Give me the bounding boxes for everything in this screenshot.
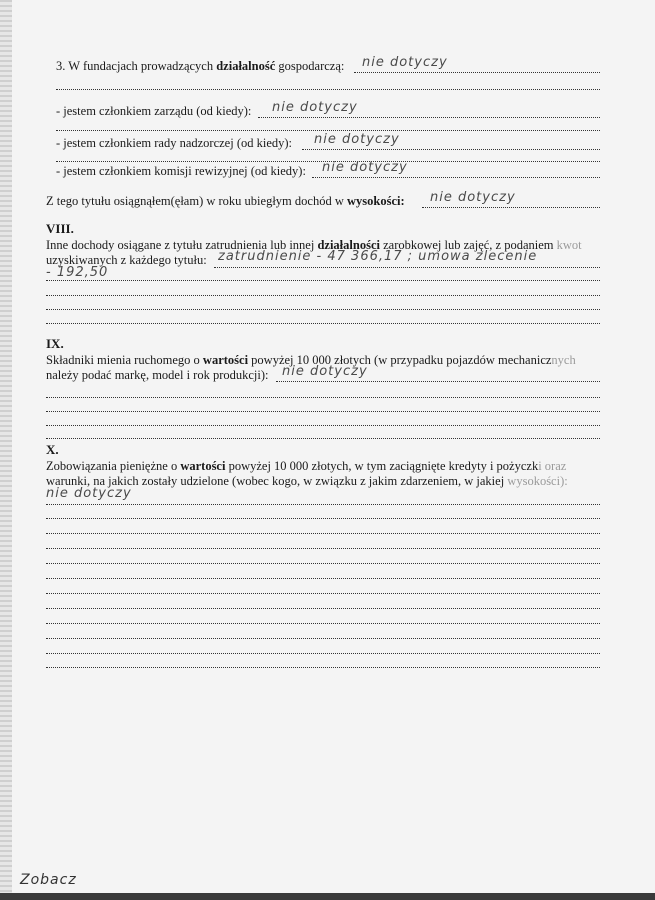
handwritten-answer: - 192,50 (46, 265, 109, 280)
section8-line1: Inne dochody osiągane z tytułu zatrudnienia lub innej działalności zarobkowej lub zajęć, z podaniem kwot (46, 238, 582, 252)
fundacje-label: 3. W fundacjach prowadzących działalność gospodarczą: (56, 59, 345, 73)
scan-edge-left (0, 0, 12, 900)
fill-line (46, 504, 600, 505)
fill-line (46, 563, 600, 564)
rada-label: - jestem członkiem rady nadzorczej (od kiedy): (56, 136, 293, 150)
handwritten-answer: nie dotyczy (282, 364, 368, 379)
section9-line1: Składniki mienia ruchomego o wartości powyżej 10 000 złotych (w przypadku pojazdów mechanicznych (46, 353, 576, 367)
fill-line (46, 593, 600, 594)
section10-line1: Zobowiązania pieniężne o wartości powyżej 10 000 złotych, w tym zaciągnięte kredyty i pożyczki oraz (46, 459, 567, 473)
fill-line (46, 280, 600, 281)
fill-line (422, 207, 600, 208)
section9-line2: należy podać markę, model i rok produkcji): (46, 368, 269, 382)
section8-line2: uzyskiwanych z każdego tytułu: (46, 253, 207, 267)
fill-line (46, 608, 600, 609)
fill-line (276, 381, 600, 382)
fill-line (46, 518, 600, 519)
handwritten-note: Zobacz (20, 872, 77, 888)
handwritten-answer: zatrudnienie - 47 366,17 ; umowa zlecenie (218, 249, 538, 264)
fill-line (302, 149, 600, 150)
fill-line (46, 653, 600, 654)
fill-line (46, 411, 600, 412)
dochod-label: Z tego tytułu osiągnąłem(ęłam) w roku ubiegłym dochód w wysokości: (46, 194, 405, 208)
handwritten-answer: nie dotyczy (362, 55, 448, 70)
fill-line (46, 323, 600, 324)
fill-line (46, 309, 600, 310)
fill-line (258, 117, 600, 118)
handwritten-answer: nie dotyczy (314, 132, 400, 147)
handwritten-answer: nie dotyczy (46, 486, 132, 501)
fill-line (354, 72, 600, 73)
section-heading: IX. (46, 336, 64, 351)
handwritten-answer: nie dotyczy (430, 190, 516, 205)
zarzad-label: - jestem członkiem zarządu (od kiedy): (56, 104, 252, 118)
fill-line (46, 578, 600, 579)
handwritten-answer: nie dotyczy (272, 100, 358, 115)
scan-edge-bottom (0, 893, 655, 900)
fill-line (46, 638, 600, 639)
fill-line (46, 533, 600, 534)
fill-line (46, 548, 600, 549)
fill-line (46, 623, 600, 624)
fill-line (56, 89, 600, 90)
fill-line (46, 667, 600, 668)
komisja-label: - jestem członkiem komisji rewizyjnej (od kiedy): (56, 164, 306, 178)
fill-line (56, 130, 600, 131)
fill-line (46, 425, 600, 426)
fill-line (312, 177, 600, 178)
handwritten-answer: nie dotyczy (322, 160, 408, 175)
section-heading: VIII. (46, 221, 74, 236)
fill-line (214, 267, 600, 268)
fill-line (46, 438, 600, 439)
fill-line (46, 295, 600, 296)
section-heading: X. (46, 442, 59, 457)
fill-line (46, 397, 600, 398)
section10-line2: warunki, na jakich zostały udzielone (wobec kogo, w związku z jakim zdarzeniem, w jakiej wysokości): (46, 474, 568, 488)
